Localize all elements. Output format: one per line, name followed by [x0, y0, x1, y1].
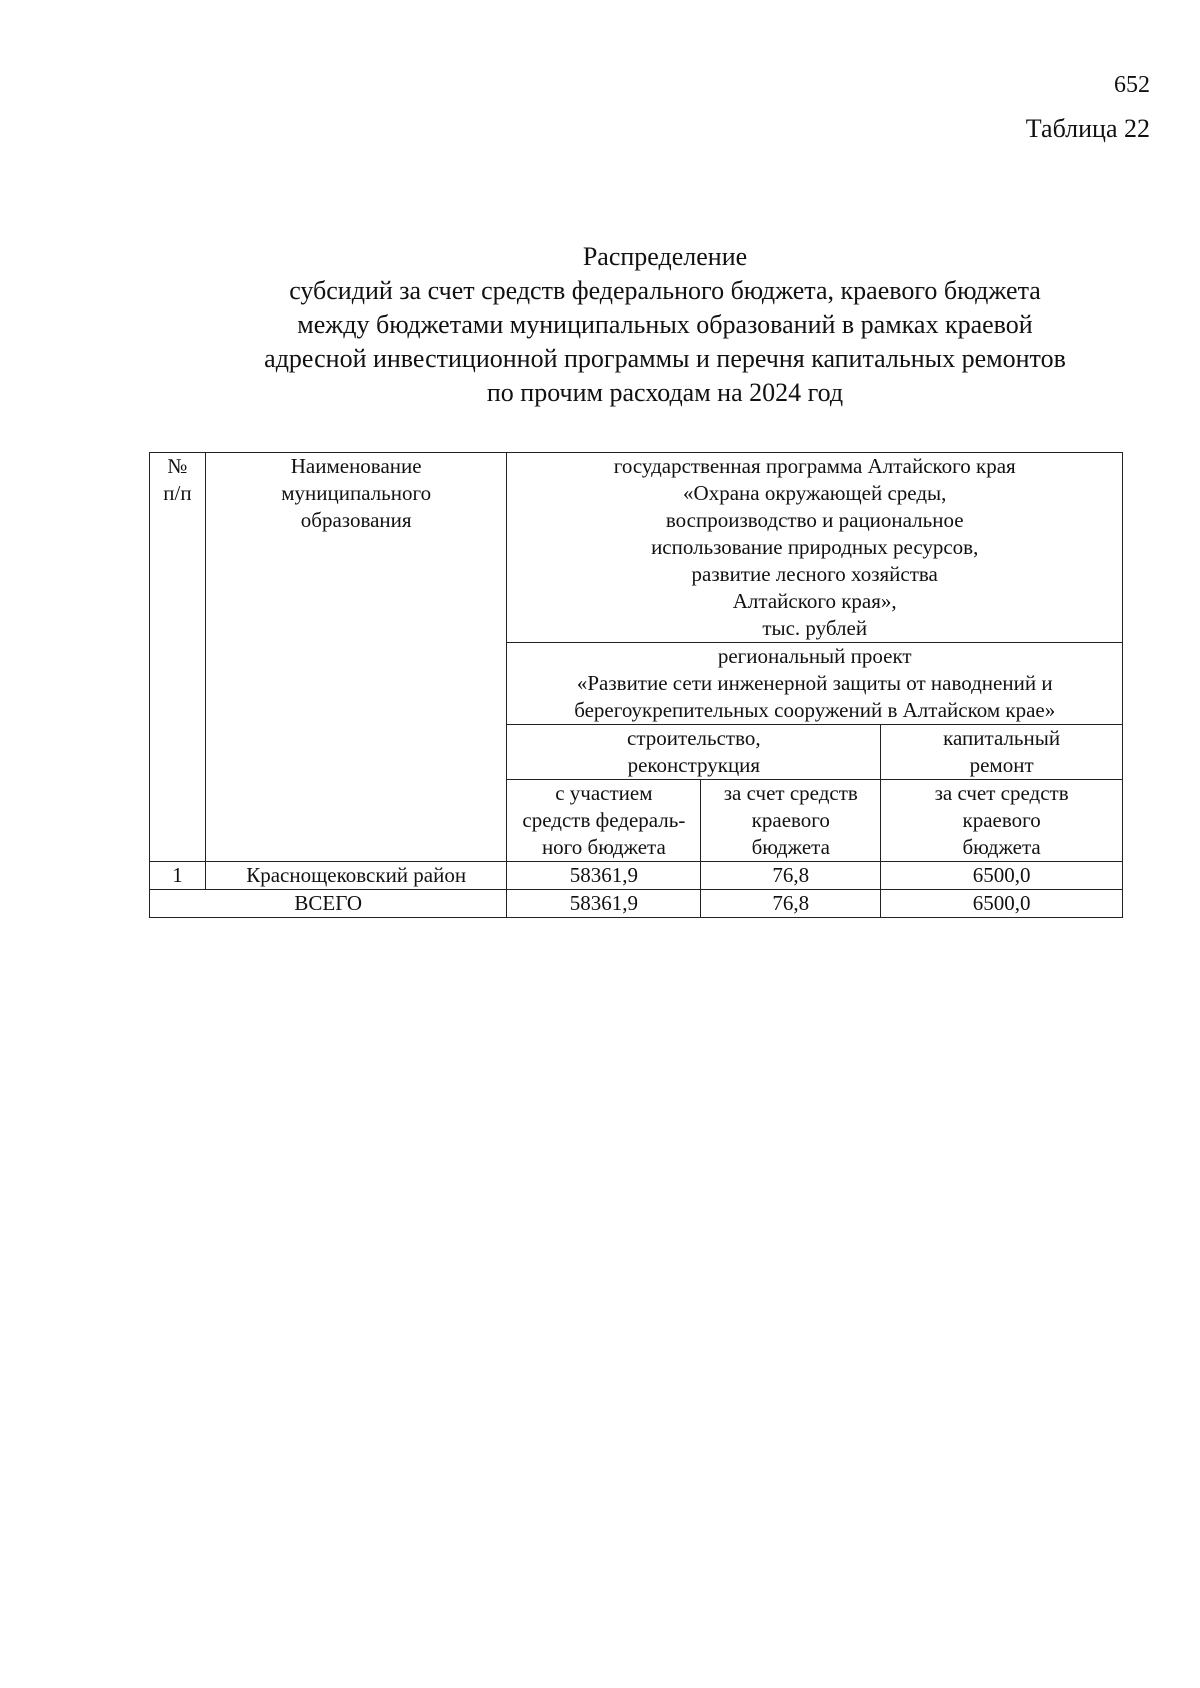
subsidy-table [149, 452, 1123, 918]
header-capital-repair: капитальный ремонт [881, 725, 1123, 780]
row-capital: 6500,0 [881, 862, 1123, 890]
row-num: 1 [150, 862, 206, 890]
header-capital-regional: за счет средств краевого бюджета [881, 780, 1123, 862]
header-federal: с участием средств федераль- ного бюджета [507, 780, 701, 862]
header-regional: за счет средств краевого бюджета [701, 780, 881, 862]
total-federal: 58361,9 [507, 890, 701, 918]
title-line: между бюджетами муниципальных образований в рамках краевой [297, 310, 1033, 339]
title-line: адресной инвестиционной программы и перечня капитальных ремонтов [264, 344, 1066, 373]
header-municipality: Наименование муниципального образования [205, 453, 507, 862]
title-line: субсидий за счет средств федерального бюджета, краевого бюджета [289, 276, 1041, 305]
table-label: Таблица 22 [1025, 114, 1150, 143]
total-capital: 6500,0 [881, 890, 1123, 918]
header-project: региональный проект «Развитие сети инженерной защиты от наводнений и берегоукрепительных сооружений в Алтайском крае» [507, 643, 1123, 725]
page-number: 652 [1114, 72, 1150, 98]
document-title [150, 240, 1180, 410]
header-construction: строительство, реконструкция [507, 725, 881, 780]
row-regional: 76,8 [701, 862, 881, 890]
title-line: по прочим расходам на 2024 год [486, 378, 844, 407]
table-row [150, 862, 1123, 890]
header-program: государственная программа Алтайского края «Охрана окружающей среды, воспроизводство и рациональное использование природных ресурсов, развитие лесного хозяйства Алтайского края», тыс. рублей [507, 453, 1123, 643]
header-num: № п/п [150, 453, 206, 862]
row-federal: 58361,9 [507, 862, 701, 890]
total-row [150, 890, 1123, 918]
row-municipality: Краснощековский район [205, 862, 507, 890]
total-regional: 76,8 [701, 890, 881, 918]
title-line: Распределение [582, 242, 748, 271]
total-label: ВСЕГО [150, 890, 507, 918]
